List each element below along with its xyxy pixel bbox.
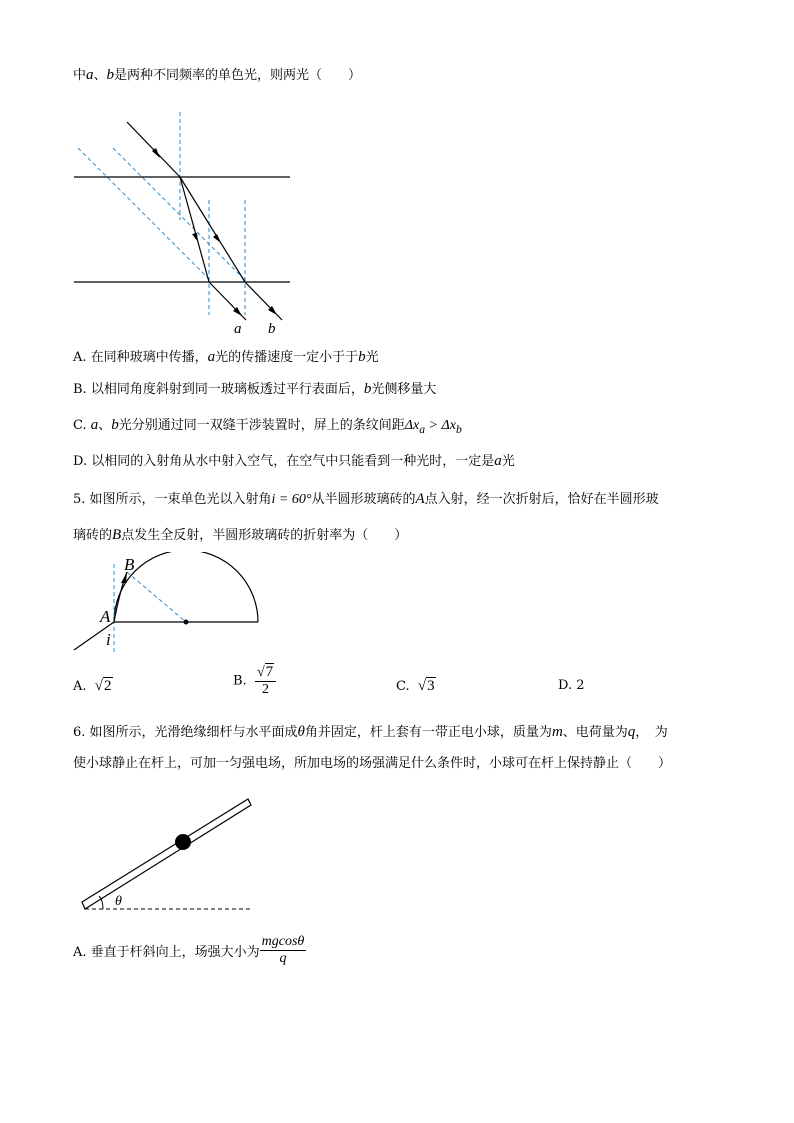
q4-extension-line-2	[113, 148, 245, 280]
q6-option-a[interactable]	[73, 934, 306, 967]
q4-option-b-post: 光侧移量大	[371, 382, 437, 397]
q5-formula: i = 60°	[271, 492, 312, 507]
q5-option-b-label: B.	[233, 673, 247, 689]
q5-option-a-label: A.	[73, 679, 87, 694]
q5-option-c-label: C.	[396, 679, 410, 694]
q4-dx-a: Δx	[404, 418, 420, 433]
q6-stem-line2	[73, 755, 671, 773]
q6-theta-label: θ	[115, 894, 122, 909]
q6-line1-pre: 6. 如图所示，光滑绝缘细杆与水平面成	[73, 725, 298, 740]
q4-stem-pre: 中	[73, 68, 87, 83]
q4-dx-b-sub: b	[455, 422, 462, 436]
q6-option-a-num: mgcosθ	[261, 934, 305, 949]
q4-refraction-figure	[70, 110, 300, 340]
q4-option-d[interactable]	[73, 452, 515, 471]
q5-option-c-rad: 3	[427, 678, 435, 694]
q5-line2-pre: 璃砖的	[73, 528, 113, 543]
q4-incident-ray	[127, 122, 180, 177]
q5-normal-B	[127, 572, 186, 622]
q5-option-d[interactable]	[558, 677, 585, 695]
q4-refracted-ray-b	[180, 177, 245, 282]
q5-line2-post: 点发生全反射，半圆形玻璃砖的折射率为（ ）	[121, 528, 408, 543]
q4-stem-sep: 、	[93, 68, 107, 83]
q5-option-a[interactable]	[73, 677, 113, 696]
q4-option-a-var-a: a	[207, 349, 216, 365]
q6-line1-q: q	[627, 724, 636, 740]
q5-option-c-sqrt: √3	[417, 678, 435, 694]
q5-label-B: B	[124, 555, 135, 574]
q6-line1-theta: θ	[297, 724, 305, 740]
q4-stem-b: b	[106, 67, 115, 83]
q4-option-c-formula	[404, 418, 462, 436]
q4-option-a-post: 光	[365, 350, 379, 365]
q4-option-b-pre: B. 以相同角度斜射到同一玻璃板透过平行表面后，	[73, 382, 364, 397]
q4-gt: >	[428, 418, 438, 433]
q4-option-c-sep: 、	[98, 418, 112, 433]
q6-option-a-fraction	[260, 934, 307, 967]
q5-stem-line2	[73, 526, 407, 545]
q5-label-i: i	[106, 630, 111, 649]
q4-option-a-mid: 光的传播速度一定小于于	[215, 350, 359, 365]
q4-stem-post: 是两种不同频率的单色光，则两光（ ）	[114, 68, 362, 83]
q4-stem	[73, 66, 361, 85]
q5-option-a-sqrt: √2	[94, 678, 112, 694]
q5-option-a-rad: 2	[104, 678, 112, 694]
q4-option-c-var-a: a	[90, 417, 99, 433]
q6-line1-mid2: 、电荷量为	[562, 725, 628, 740]
q5-option-b[interactable]	[233, 664, 276, 698]
q6-rod-figure	[75, 790, 265, 915]
q5-option-b-fraction: $\frac{√7}{2}$	[255, 664, 276, 698]
q4-option-d-var-a: a	[494, 453, 502, 469]
q5-option-b-num: 7	[265, 664, 274, 680]
q5-line2-B: B	[112, 527, 122, 543]
q6-option-a-text: A. 垂直于杆斜向上，场强大小为	[73, 945, 260, 960]
q4-dx-a-sub: a	[419, 422, 426, 436]
q6-line2: 使小球静止在杆上，可加一匀强电场，所加电场的场强满足什么条件时，小球可在杆上保持静止（ ）	[73, 756, 672, 771]
q5-option-c[interactable]	[396, 677, 436, 696]
q4-stem-a: a	[86, 67, 94, 83]
q6-line1-mid: 角并固定，杆上套有一带正电小球，质量为	[304, 725, 552, 740]
q5-semicircle-figure	[70, 552, 270, 657]
q4-option-b-var-b: b	[363, 381, 372, 397]
q4-option-c-var-b: b	[111, 417, 119, 433]
q4-option-c[interactable]	[73, 416, 462, 439]
q6-ball	[175, 834, 191, 850]
q4-arrow-a-inside	[192, 233, 198, 242]
q4-option-b[interactable]	[73, 380, 436, 399]
q5-option-b-den: 2	[262, 682, 270, 697]
q5-line1-A: A	[415, 491, 425, 507]
q4-option-a[interactable]	[73, 348, 379, 367]
q4-option-a-pre: A. 在同种玻璃中传播，	[73, 350, 208, 365]
q4-dx-b: Δx	[441, 418, 456, 433]
q6-line1-post: ， 为	[635, 725, 668, 740]
q5-line1-post: 点入射，经一次折射后，恰好在半圆形玻	[424, 492, 659, 507]
q6-option-a-den: q	[279, 951, 287, 966]
q4-label-b: b	[268, 321, 276, 337]
q6-rod	[82, 799, 251, 909]
q5-stem-line1	[73, 490, 659, 509]
q5-line1-pre: 5. 如图所示，一束单色光以入射角	[73, 492, 272, 507]
q4-option-d-pre: D. 以相同的入射角从水中射入空气，在空气中只能看到一种光时，一定是	[73, 454, 495, 469]
q4-label-a: a	[234, 321, 242, 337]
q5-line1-mid: 从半圆形玻璃砖的	[311, 492, 416, 507]
q5-option-d-label: D. 2	[558, 678, 585, 693]
q4-arrow-b-inside	[213, 234, 221, 243]
q5-semicircle-arc	[114, 552, 258, 622]
q4-refracted-ray-a	[180, 177, 209, 282]
q4-option-a-var-b: b	[358, 349, 366, 365]
q6-stem-line1	[73, 723, 668, 742]
q4-option-c-pre: C.	[73, 418, 91, 433]
q4-option-d-post: 光	[501, 454, 515, 469]
q6-line1-m: m	[551, 724, 563, 740]
q4-option-c-mid: 光分别通过同一双缝干涉装置时，屏上的条纹间距	[118, 418, 405, 433]
q5-label-A: A	[100, 607, 111, 626]
